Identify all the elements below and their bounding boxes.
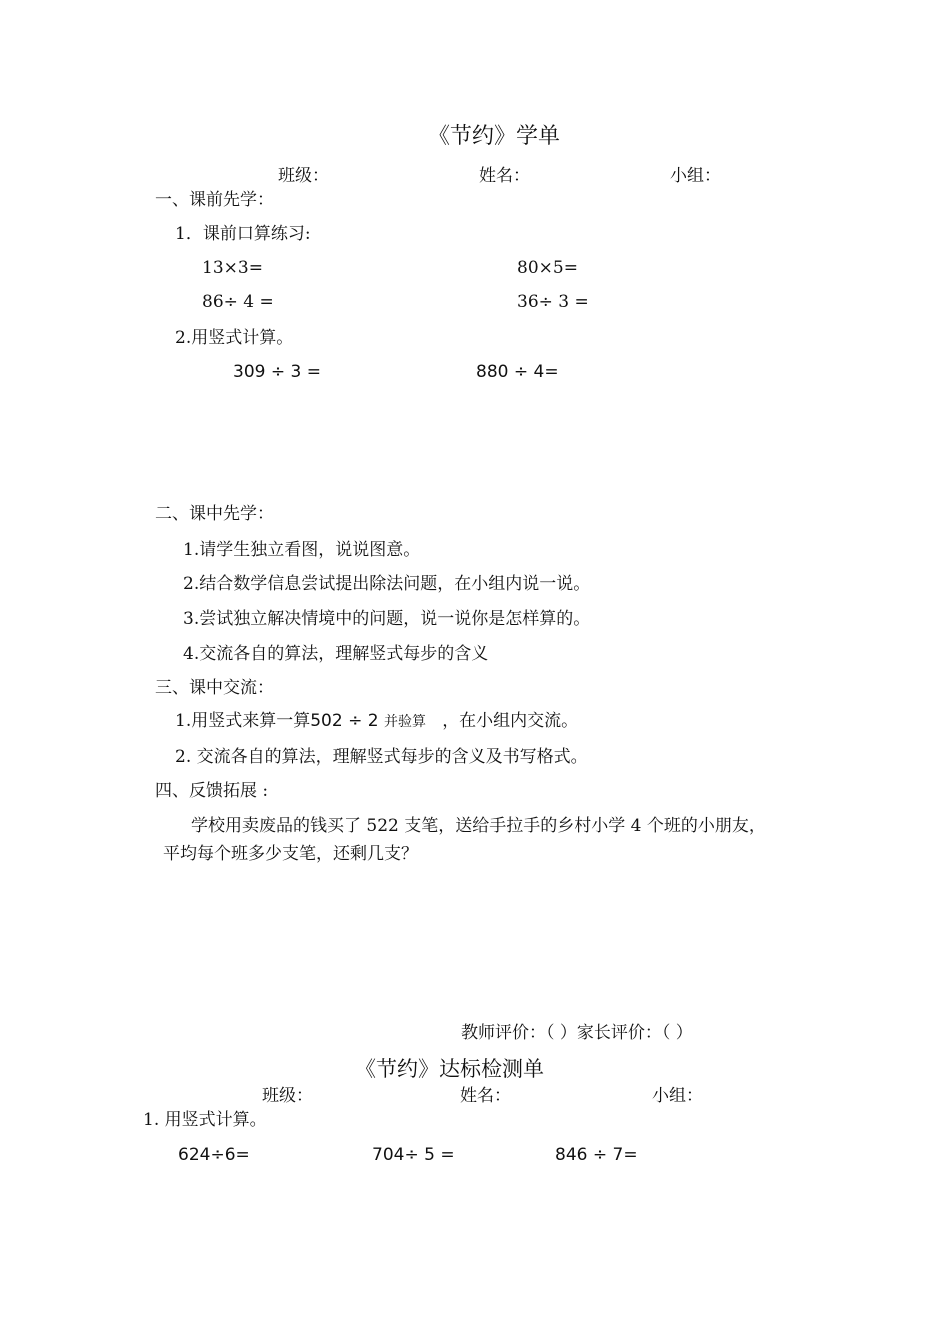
item-text: ，在小组内交流。 — [442, 711, 579, 731]
vertical-problem: 309 ÷ 3 = — [233, 362, 321, 382]
list-item: 3.尝试独立解决情境中的问题，说一说你是怎样算的。 — [183, 609, 591, 629]
name-label: 姓名： — [460, 1086, 511, 1106]
page-title: 《节约》学单 — [428, 124, 561, 149]
section2-heading: 二、课中先学： — [155, 504, 274, 524]
list-item: 1.请学生独立看图，说说图意。 — [183, 540, 421, 560]
word-problem-line: 平均每个班多少支笔，还剩几支？ — [163, 844, 418, 864]
test-item-label: 1. 用竖式计算。 — [143, 1110, 267, 1130]
oral-problem: 80×5= — [517, 258, 578, 278]
list-item: 2.结合数学信息尝试提出除法问题，在小组内说一说。 — [183, 574, 591, 594]
section1-heading: 一、课前先学： — [155, 190, 274, 210]
list-item: 2. 交流各自的算法，理解竖式每步的含义及书写格式。 — [175, 747, 588, 767]
class-label: 班级： — [262, 1086, 313, 1106]
group-label: 小组： — [670, 166, 721, 186]
list-item: 4.交流各自的算法，理解竖式每步的含义 — [183, 644, 489, 664]
test-title: 《节约》达标检测单 — [355, 1057, 544, 1081]
test-problem: 704÷ 5 = — [372, 1145, 455, 1165]
test-problem: 624÷6= — [178, 1145, 250, 1165]
group-label: 小组： — [652, 1086, 703, 1106]
vertical-calc-label: 2.用竖式计算。 — [175, 328, 294, 348]
oral-problem: 36÷ 3 = — [517, 292, 589, 312]
test-problem: 846 ÷ 7= — [555, 1145, 638, 1165]
item-text: 1.用竖式来算一算 — [175, 711, 311, 731]
class-label: 班级： — [278, 166, 329, 186]
item-text: 并验算 — [383, 714, 426, 730]
oral-problem: 86÷ 4 = — [202, 292, 274, 312]
division-expression: 502 ÷ 2 — [310, 711, 379, 731]
evaluation-line: 教师评价：（ ）家长评价：（ ） — [461, 1023, 693, 1043]
list-item — [175, 713, 578, 730]
section3-heading: 三、课中交流： — [155, 678, 274, 698]
word-problem-line: 学校用卖废品的钱买了 522 支笔，送给手拉手的乡村小学 4 个班的小朋友， — [191, 816, 766, 836]
vertical-problem: 880 ÷ 4= — [476, 362, 559, 382]
oral-problem: 13×3= — [202, 258, 263, 278]
name-label: 姓名： — [479, 166, 530, 186]
oral-practice-label: 1．课前口算练习: — [175, 224, 311, 244]
section4-heading: 四、反馈拓展 : — [155, 781, 269, 801]
